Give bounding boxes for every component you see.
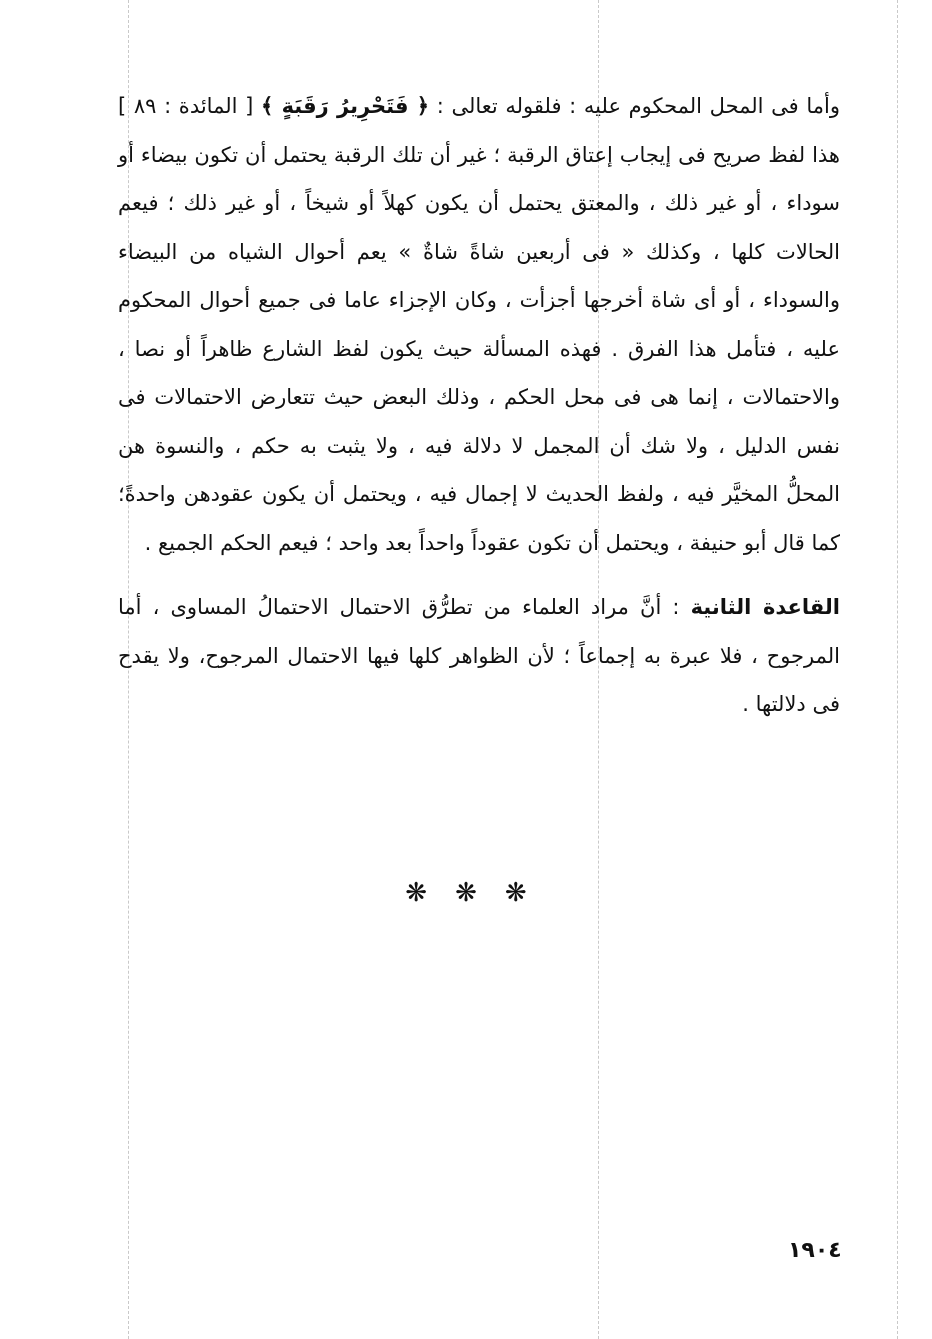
divider-ornament: ❋ <box>455 878 477 908</box>
paragraph-1-opening-text: وأما فى المحل المحكوم عليه : فلقوله تعالى : <box>429 94 840 118</box>
quran-verse: ﴿ فَتَحْرِيرُ رَقَبَةٍ ﴾ <box>260 94 430 118</box>
scan-fold-line-right <box>897 0 898 1339</box>
divider-ornament: ❋ <box>504 878 527 908</box>
paragraph-1-body-text: [ المائدة : ٨٩ ] هذا لفظ صريح فى إيجاب إعتاق الرقبة ؛ غير أن تلك الرقبة يحتمل أن تكون بيضاء أو سوداء ، أو غير ذلك ، والمعتق يحتمل أن يكون كهلاً أو شيخاً ، أو غير ذلك ؛ فيعم الحالات كلها ، وكذلك « فى أربعين شاةً شاةٌ » يعم أحوال الشياه من البيضاء والسوداء ، أو أى شاة أخرجها أجزأت ، وكان الإجزاء عاما فى جميع أحوال المحكوم عليه ، فتأمل هذا الفرق . فهذه المسألة حيث يكون لفظ الشارع ظاهراً أو نصا ، والاحتمالات ، إنما هى فى محل الحكم ، وذلك البعض حيث تتعارض الاحتمالات فى نفس الدليل ، ولا شك أن المجمل لا دلالة فيه ، ولا يثبت به حكم ، والنسوة هن المحلُّ المخيَّر فيه ، ولفظ الحديث لا إجمال فيه ، ويحتمل أن يكون عقودهن واحدةً؛ كما قال أبو حنيفة ، ويحتمل أن تكون عقوداً واحداً بعد واحد ؛ فيعم الحكم الجميع . <box>118 94 840 555</box>
second-rule-heading: القاعدة الثانية <box>690 595 840 619</box>
paragraph-second-rule <box>118 583 840 729</box>
page-number: ١٩٠٤ <box>788 1238 842 1263</box>
paragraph-first-rule <box>118 82 840 567</box>
divider-ornament: ❋ <box>405 878 428 908</box>
page-text-block <box>118 82 840 729</box>
paragraph-2-body-text: : أنَّ مراد العلماء من تطرُّق الاحتمال الاحتمالُ المساوى ، أما المرجوح ، فلا عبرة به إجماعاً ؛ لأن الظواهر كلها فيها الاحتمال المرجوح، ولا يقدح فى دلالتها . <box>118 595 840 716</box>
section-divider <box>0 878 932 908</box>
